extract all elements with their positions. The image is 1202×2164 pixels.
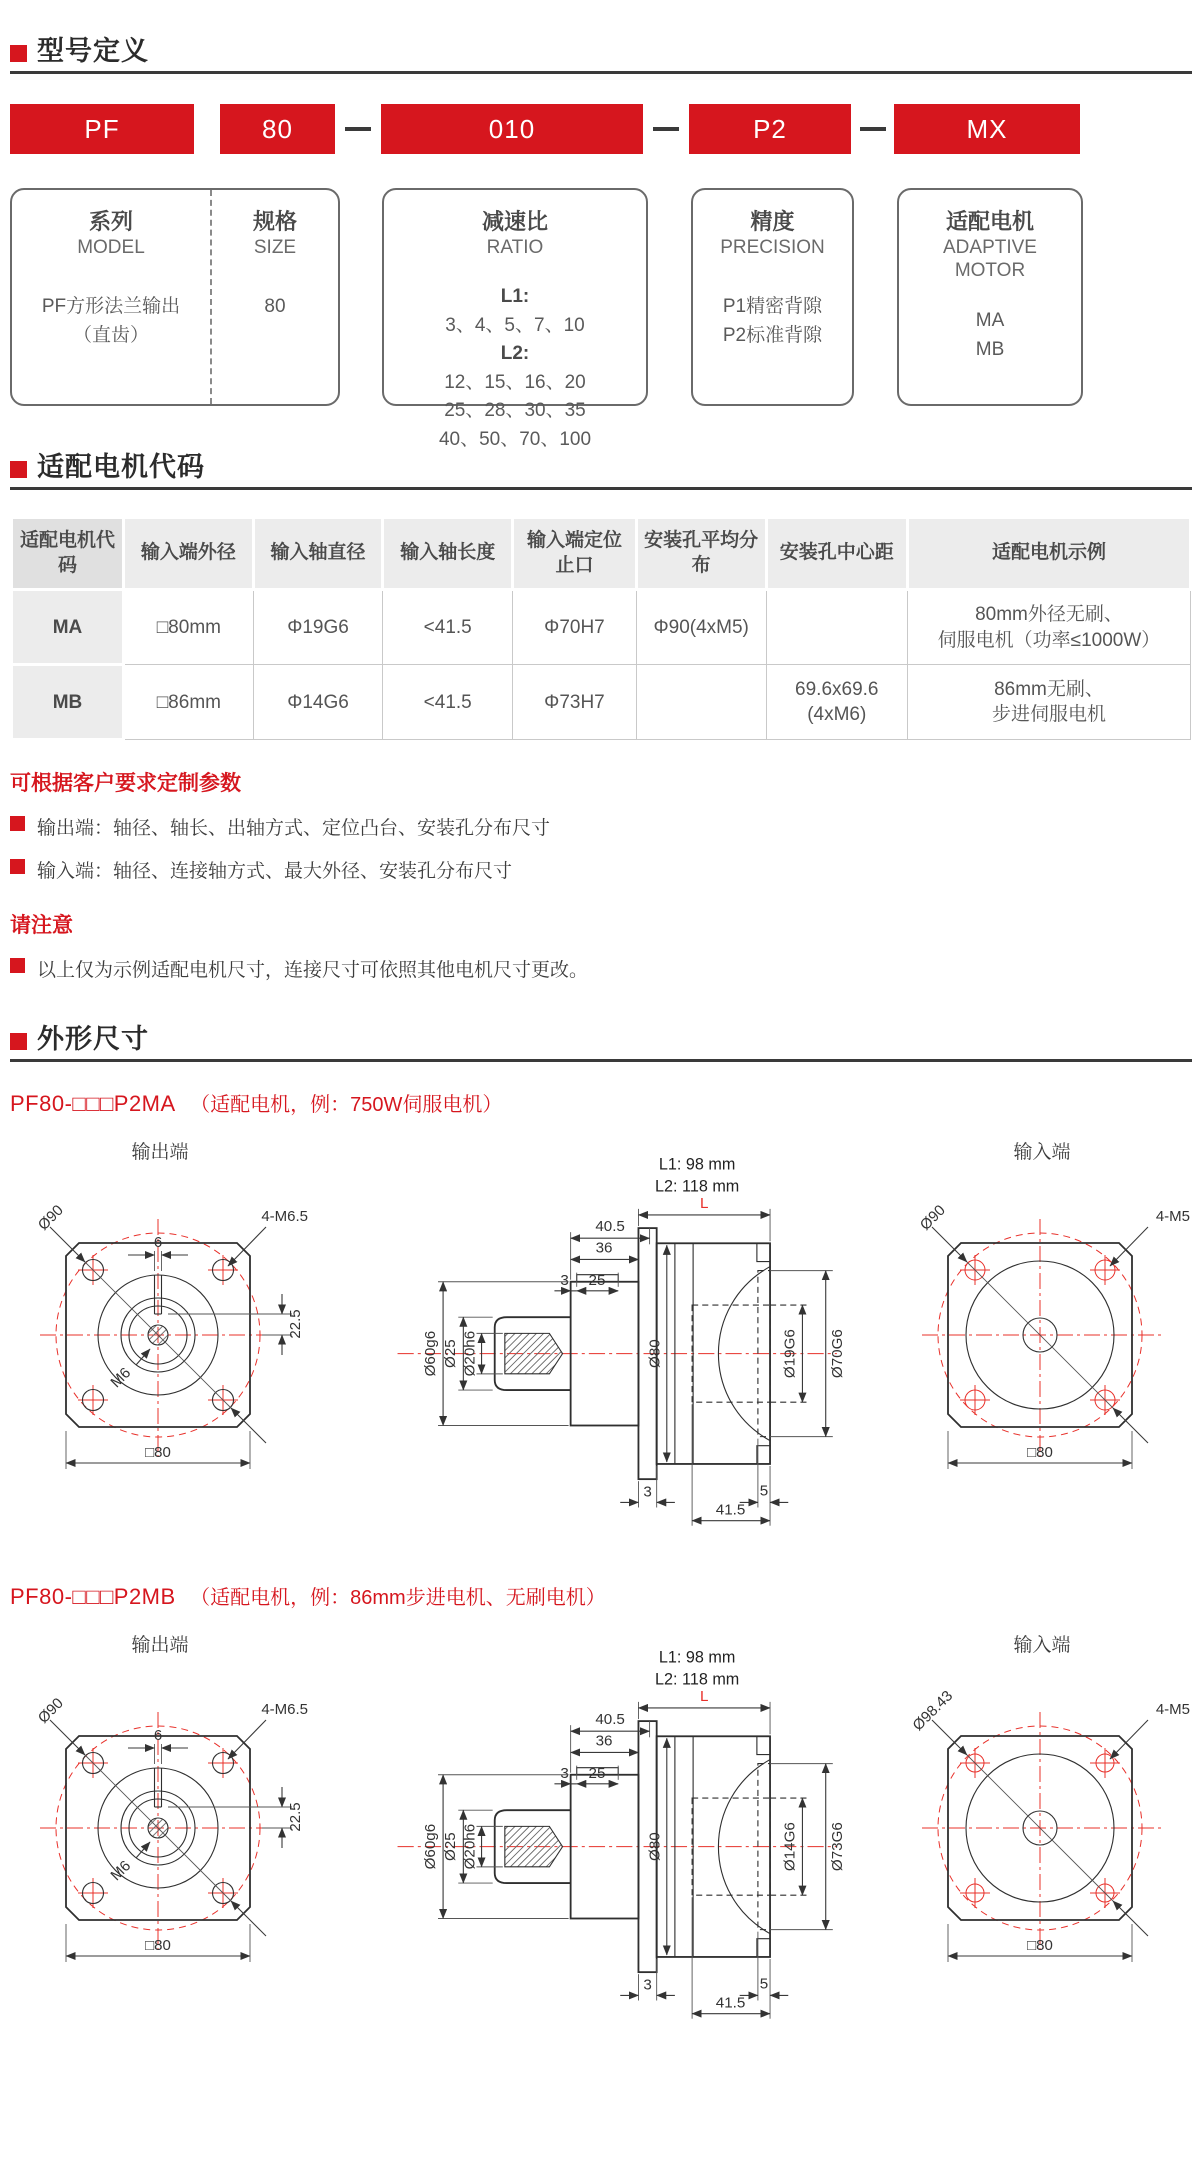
legend-size-value: 80 <box>264 296 286 318</box>
legend-model-value-line2: （直齿） <box>72 324 149 346</box>
cell-example-line1: 86mm无刷、 <box>994 678 1104 700</box>
length-l2: L2: 118 mm <box>655 1671 740 1690</box>
dim-label-holes: 4-M5 <box>1155 1208 1190 1226</box>
length-l2: L2: 118 mm <box>655 1178 740 1197</box>
ratio-l2-values-2: 25、28、30、35 <box>444 400 586 422</box>
legend-size-en: SIZE <box>253 236 297 258</box>
dim-label-slot: 6 <box>153 1234 163 1252</box>
drawing-model-note: （适配电机，例：750W伺服电机） <box>190 1094 503 1117</box>
view-title: 输出端 <box>131 1635 189 1657</box>
dim-label-spigot: Ø73G6 <box>828 1822 846 1872</box>
code-block-size: 80 <box>220 104 335 154</box>
dim-label-square: □80 <box>1027 1937 1053 1955</box>
section-view <box>353 1618 849 2034</box>
table-row-mb <box>12 665 1191 740</box>
dim-label-spigot: Ø70G6 <box>828 1329 846 1379</box>
red-square-bullet-icon <box>10 958 25 973</box>
ratio-l1-values: 3、4、5、7、10 <box>445 314 585 336</box>
cell-hole-pitch-line1: 69.6x69.6 <box>795 678 879 700</box>
dim-label-d20: Ø20h6 <box>461 1824 479 1870</box>
cell-hole-pitch-line2: (4xM6) <box>807 704 867 726</box>
note-bullet <box>10 955 1192 982</box>
cell-hole-pitch <box>766 590 907 665</box>
section-header-model-definition <box>10 38 1192 74</box>
cell-spigot: Φ73H7 <box>513 665 637 740</box>
dim-label-holes: 4-M6.5 <box>261 1701 308 1719</box>
model-legend-boxes <box>10 188 1192 450</box>
dim-label-25: 25 <box>588 1272 606 1290</box>
red-square-bullet-icon <box>10 1033 27 1050</box>
note-text: 输入端：轴径、连接轴方式、最大外径、安装孔分布尺寸 <box>37 861 513 883</box>
dim-label-d25: Ø25 <box>442 1832 460 1862</box>
dim-label-d60: Ø60g6 <box>421 1824 439 1870</box>
dim-label-L: L <box>700 1195 709 1213</box>
dim-label-diag: Ø90 <box>34 1695 67 1728</box>
dim-label-offset: 22.5 <box>287 1802 304 1832</box>
cell-od: □80mm <box>124 590 254 665</box>
code-block-motor: MX <box>894 104 1080 154</box>
input-flange-drawing <box>892 1660 1192 1992</box>
dim-label-b5: 5 <box>759 1975 769 1993</box>
ratio-l2-label: L2: <box>500 343 530 365</box>
dim-label-square: □80 <box>1027 1444 1053 1462</box>
legend-motor-zh: 适配电机 <box>945 209 1034 234</box>
length-l1: L1: 98 mm <box>658 1155 736 1174</box>
code-separator <box>335 127 381 131</box>
red-square-bullet-icon <box>10 859 25 874</box>
drawing-row-mb <box>10 1618 1192 2034</box>
section-title: 适配电机代码 <box>37 452 205 482</box>
dim-label-diag: Ø98.43 <box>909 1687 957 1735</box>
dim-label-d80: Ø80 <box>646 1339 664 1369</box>
view-title: 输入端 <box>1013 1142 1071 1164</box>
cell-example <box>908 590 1191 665</box>
dim-label-d80: Ø80 <box>646 1832 664 1862</box>
cell-example-line2: 伺服电机（功率≤1000W） <box>937 629 1161 651</box>
dim-label-tap: M6 <box>107 1857 135 1885</box>
cell-shaft-dia: Φ14G6 <box>253 665 383 740</box>
output-flange-drawing <box>10 1167 310 1499</box>
legend-model-value-line1: PF方形法兰输出 <box>41 296 181 318</box>
dim-label-holes: 4-M5 <box>1155 1701 1190 1719</box>
legend-size-zh: 规格 <box>252 209 297 234</box>
legend-motor-en: ADAPTIVE MOTOR <box>943 236 1037 282</box>
view-title: 输出端 <box>131 1142 189 1164</box>
output-flange-view <box>10 1618 310 1997</box>
cell-code: MB <box>12 665 124 740</box>
dash-icon <box>653 127 679 131</box>
note-bullet <box>10 813 1192 840</box>
dim-label-25: 25 <box>588 1765 606 1783</box>
code-block-series: PF <box>10 104 194 154</box>
legend-box-model-size <box>10 188 340 406</box>
drawing-subtitle-mb <box>10 1581 1192 1610</box>
col-header-input-od: 输入端外径 <box>124 518 254 590</box>
motor-mb: MB <box>975 338 1005 360</box>
dim-label-offset: 22.5 <box>287 1309 304 1339</box>
dim-label-tap: M6 <box>107 1364 135 1392</box>
dim-label-d60: Ø60g6 <box>421 1331 439 1377</box>
legend-model-zh: 系列 <box>88 209 133 234</box>
red-square-bullet-icon <box>10 45 27 62</box>
section-drawing <box>353 1644 849 2029</box>
col-header-hole-dist: 安装孔平均分布 <box>636 518 766 590</box>
dim-label-3: 3 <box>560 1272 569 1290</box>
legend-model <box>12 190 212 404</box>
col-header-shaft-len: 输入轴长度 <box>383 518 513 590</box>
code-separator <box>643 127 689 131</box>
section-title: 型号定义 <box>37 36 149 66</box>
input-flange-drawing <box>892 1167 1192 1499</box>
legend-model-en: MODEL <box>77 236 145 258</box>
dim-label-36: 36 <box>595 1239 613 1257</box>
table-row-ma <box>12 590 1191 665</box>
input-flange-view <box>892 1618 1192 1997</box>
dim-label-41-5: 41.5 <box>715 1994 746 2012</box>
section-view <box>353 1125 849 1541</box>
section-title: 外形尺寸 <box>37 1024 149 1055</box>
col-header-hole-pitch: 安装孔中心距 <box>766 518 907 590</box>
dim-label-d20: Ø20h6 <box>461 1331 479 1377</box>
section-header-motor-code <box>10 454 1192 490</box>
col-header-spigot: 输入端定位止口 <box>513 518 637 590</box>
cell-shaft-dia: Φ19G6 <box>253 590 383 665</box>
cell-spigot: Φ70H7 <box>513 590 637 665</box>
cell-example-line1: 80mm外径无刷、 <box>975 604 1123 626</box>
note-bullet <box>10 856 1192 883</box>
ratio-l1-label: L1: <box>500 286 530 308</box>
dash-icon <box>345 127 371 131</box>
motor-code-table <box>10 516 1192 741</box>
dim-label-41-5: 41.5 <box>715 1501 746 1519</box>
precision-p1: P1精密背隙 <box>722 296 823 318</box>
input-flange-view <box>892 1125 1192 1504</box>
length-l1: L1: 98 mm <box>658 1648 736 1667</box>
motor-ma: MA <box>975 310 1005 331</box>
dim-label-d25: Ø25 <box>442 1339 460 1369</box>
drawing-subtitle-ma <box>10 1088 1192 1117</box>
legend-box-ratio <box>382 188 648 450</box>
legend-precision-zh: 精度 <box>750 209 795 234</box>
drawing-row-ma <box>10 1125 1192 1541</box>
dim-label-input-shaft: Ø19G6 <box>781 1329 799 1379</box>
dim-label-40-5: 40.5 <box>595 1218 625 1236</box>
dim-label-slot: 6 <box>153 1727 163 1745</box>
legend-size <box>212 190 338 404</box>
legend-motor-values <box>899 307 1081 364</box>
cell-hole-dist: Φ90(4xM5) <box>636 590 766 665</box>
cell-shaft-len: <41.5 <box>383 590 513 665</box>
dim-label-holes: 4-M6.5 <box>261 1208 308 1226</box>
legend-precision-values <box>693 293 852 350</box>
model-code-blocks <box>10 104 1192 154</box>
dim-label-input-shaft: Ø14G6 <box>781 1822 799 1872</box>
legend-box-precision <box>691 188 854 406</box>
col-header-shaft-dia: 输入轴直径 <box>253 518 383 590</box>
note-text: 以上仅为示例适配电机尺寸，连接尺寸可依照其他电机尺寸更改。 <box>37 960 589 982</box>
drawing-model: PF80-□□□P2MB <box>10 1584 176 1610</box>
red-square-bullet-icon <box>10 816 25 831</box>
drawing-model-note: （适配电机，例：86mm步进电机、无刷电机） <box>190 1587 606 1610</box>
dim-label-b3: 3 <box>643 1976 652 1994</box>
legend-precision-en: PRECISION <box>720 236 825 258</box>
code-block-ratio: 010 <box>381 104 643 154</box>
col-header-motor-code: 适配电机代码 <box>12 518 124 590</box>
cell-od: □86mm <box>124 665 254 740</box>
red-square-bullet-icon <box>10 461 27 478</box>
dash-icon <box>860 127 886 131</box>
precision-p2: P2标准背隙 <box>722 324 823 346</box>
dim-label-b3: 3 <box>643 1483 652 1501</box>
dim-label-L: L <box>700 1688 709 1706</box>
cell-code: MA <box>12 590 124 665</box>
dim-label-40-5: 40.5 <box>595 1711 625 1729</box>
ratio-l2-values-3: 40、50、70、100 <box>438 428 592 450</box>
code-block-precision: P2 <box>689 104 851 154</box>
output-flange-view <box>10 1125 310 1504</box>
custom-params-title: 可根据客户要求定制参数 <box>10 772 241 796</box>
dim-label-diag: Ø90 <box>916 1202 949 1235</box>
table-header-row <box>12 518 1191 590</box>
notice-title: 请注意 <box>10 914 73 938</box>
cell-hole-pitch <box>766 665 907 740</box>
dim-label-36: 36 <box>595 1732 613 1750</box>
section-header-outline-dimensions <box>10 1026 1192 1062</box>
legend-model-value <box>12 293 210 350</box>
legend-ratio-en: RATIO <box>486 236 544 258</box>
legend-ratio-zh: 减速比 <box>481 209 548 234</box>
legend-ratio-values <box>384 283 646 454</box>
dim-label-3: 3 <box>560 1765 569 1783</box>
drawing-model: PF80-□□□P2MA <box>10 1091 176 1117</box>
legend-box-adaptive-motor <box>897 188 1083 406</box>
ratio-l2-values-1: 12、15、16、20 <box>444 371 586 393</box>
cell-example-line2: 步进伺服电机 <box>991 704 1106 726</box>
note-text: 输出端：轴径、轴长、出轴方式、定位凸台、安装孔分布尺寸 <box>37 818 551 840</box>
view-title: 输入端 <box>1013 1635 1071 1657</box>
section-drawing <box>353 1151 849 1536</box>
code-separator <box>851 127 894 131</box>
dim-label-diag: Ø90 <box>34 1202 67 1235</box>
output-flange-drawing <box>10 1660 310 1992</box>
dim-label-square: □80 <box>145 1937 171 1955</box>
dim-label-square: □80 <box>145 1444 171 1462</box>
col-header-example: 适配电机示例 <box>908 518 1191 590</box>
cell-hole-dist <box>636 665 766 740</box>
dim-label-b5: 5 <box>759 1482 769 1500</box>
cell-shaft-len: <41.5 <box>383 665 513 740</box>
cell-example <box>908 665 1191 740</box>
